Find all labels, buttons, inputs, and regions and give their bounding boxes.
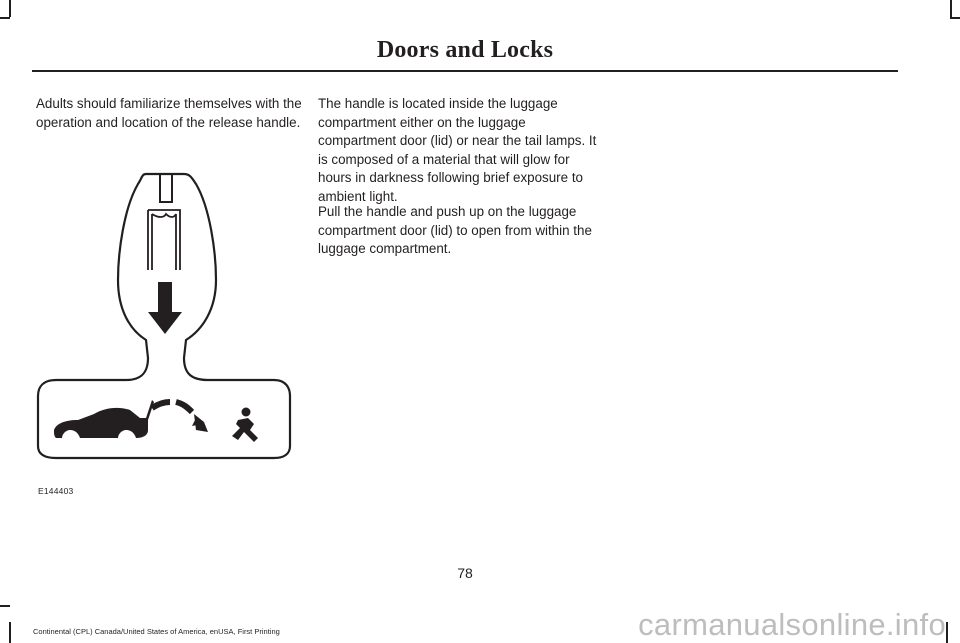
page-title: Doors and Locks	[376, 37, 554, 63]
crop-mark-top-right-h	[950, 17, 960, 19]
car-icon	[54, 400, 154, 438]
crop-mark-top-right-v	[950, 0, 952, 17]
down-arrow-icon	[148, 282, 182, 334]
release-handle-illustration	[34, 168, 294, 462]
page-number: 78	[457, 565, 473, 581]
header-rule	[32, 70, 898, 72]
release-hook	[148, 210, 180, 270]
right-paragraph-1: The handle is located inside the luggage compartment either on the luggage compartment door (lid) or near the tail lamps. It is composed of a material that will glow for hours in darkness following brief exposure to ambient light.	[318, 96, 597, 204]
arrow-head-icon	[192, 414, 208, 432]
crop-mark-top-left-h	[0, 17, 10, 19]
person-head	[242, 408, 251, 417]
dash-1	[152, 402, 170, 408]
running-person-icon	[232, 418, 258, 442]
left-paragraph: Adults should familiarize themselves with the operation and location of the release handle.	[36, 96, 302, 130]
figure-code: E144403	[38, 486, 74, 496]
footer-text: Continental (CPL) Canada/United States of America, enUSA, First Printing	[33, 627, 280, 636]
release-handle-figure	[34, 168, 294, 462]
crop-mark-bottom-right-v	[946, 622, 948, 643]
crop-mark-bottom-left-v	[9, 622, 11, 643]
watermark: carmanualsonline.info	[638, 607, 946, 642]
dash-2	[176, 402, 192, 412]
handle-top-tab	[160, 174, 172, 202]
crop-mark-top-left-v	[9, 0, 11, 17]
right-paragraph-2: Pull the handle and push up on the luggage compartment door (lid) to open from within the luggage compartment.	[318, 204, 592, 257]
crop-mark-bottom-left-h	[0, 605, 10, 607]
